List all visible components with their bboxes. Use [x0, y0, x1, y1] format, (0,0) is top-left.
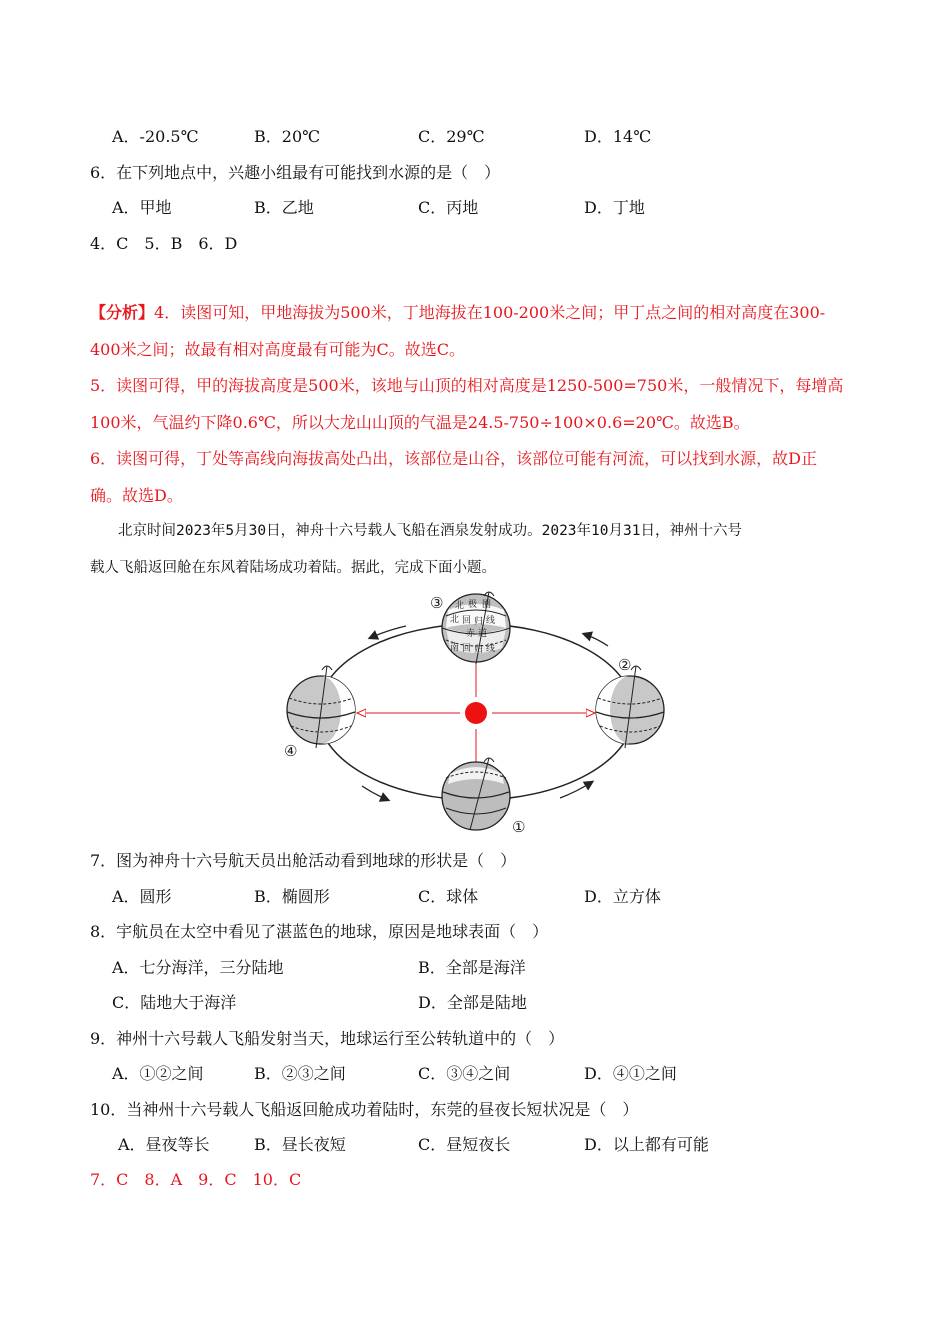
q9-stem: 9．神州十六号载人飞船发射当天，地球运行至公转轨道中的（ ）: [90, 1029, 565, 1048]
q7-option-b: B．椭圆形: [254, 887, 330, 906]
q7-option-d: D．立方体: [584, 887, 661, 906]
q8-stem: 8．宇航员在太空中看见了湛蓝色的地球，原因是地球表面（ ）: [90, 922, 549, 941]
analysis-5-line2: 100米，气温约下降0.6℃，所以大龙山山顶的气温是24.5-750÷100×0.6=20℃。故选B。: [90, 413, 750, 432]
globe3-label-4: 北: [450, 615, 460, 625]
label-4: ④: [284, 742, 298, 760]
globe3-label-7: 线: [486, 616, 496, 626]
q6-option-d: D．丁地: [584, 198, 645, 217]
q6-option-b: B．乙地: [254, 198, 314, 217]
analysis-4-text: 4．读图可知，甲地海拔为500米，丁地海拔在100-200米之间；甲丁点之间的相对高度在300-: [154, 303, 826, 322]
label-2: ②: [618, 656, 632, 674]
globe3-label-6: 归: [474, 617, 484, 627]
label-3: ③: [430, 594, 444, 612]
q6-option-a: A．甲地: [112, 198, 172, 217]
q5-option-a: A．-20.5℃: [112, 127, 199, 146]
q8-option-d: D．全部是陆地: [418, 993, 527, 1012]
q10-option-b: B．昼长夜短: [254, 1135, 346, 1154]
q9-option-b: B．②③之间: [254, 1064, 346, 1083]
globe-3: [442, 592, 510, 664]
q9-option-a: A．①②之间: [112, 1064, 204, 1083]
q10-option-c: C．昼短夜长: [418, 1135, 511, 1154]
globe3-label-5: 回: [462, 616, 472, 626]
q7-option-a: A．圆形: [112, 887, 172, 906]
globe3-label-13: 线: [486, 644, 496, 654]
q8-option-b: B．全部是海洋: [418, 958, 526, 977]
analysis-6-line1: 6．读图可得，丁处等高线向海拔高处凸出，该部位是山谷，该部位可能有河流，可以找到水源，故D正: [90, 449, 818, 468]
earth-orbit-diagram: [270, 588, 680, 838]
globe-1: [442, 758, 510, 830]
orbit-arrow-top-left: [370, 626, 406, 638]
q5-option-b: B．20℃: [254, 127, 321, 146]
q10-option-a: A．昼夜等长: [118, 1135, 210, 1154]
q6-stem: 6．在下列地点中，兴趣小组最有可能找到水源的是（ ）: [90, 163, 501, 182]
q9-option-c: C．③④之间: [418, 1064, 511, 1083]
q9-option-d: D．④①之间: [584, 1064, 677, 1083]
globe3-label-9: 道: [478, 629, 488, 639]
globe3-label-10: 南: [450, 643, 460, 653]
globe3-label-12: 归: [474, 645, 484, 655]
q10-stem: 10．当神州十六号载人飞船返回舱成功着陆时，东莞的昼夜长短状况是（ ）: [90, 1100, 639, 1119]
answers-4-6: 4．C 5．B 6．D: [90, 234, 238, 253]
q5-option-d: D．14℃: [584, 127, 652, 146]
globe3-label-2: 极: [468, 600, 478, 610]
globe3-label-11: 回: [462, 644, 472, 654]
q10-option-d: D．以上都有可能: [584, 1135, 709, 1154]
q7-stem: 7．图为神舟十六号航天员出舱活动看到地球的形状是（ ）: [90, 851, 517, 870]
analysis-5-line1: 5．读图可得，甲的海拔高度是500米，该地与山顶的相对高度是1250-500=750米，一般情况下，每增高: [90, 376, 844, 395]
analysis-4-line1: [90, 303, 825, 323]
q8-option-a: A．七分海洋，三分陆地: [112, 958, 284, 977]
passage-line1: 北京时间2023年5月30日，神舟十六号载人飞船在酒泉发射成功。2023年10月31日，神州十六号: [118, 523, 742, 539]
globe3-label-3: 圈: [482, 600, 492, 610]
label-1: ①: [512, 818, 526, 836]
sun: [465, 702, 487, 724]
passage-line2: 载人飞船返回舱在东风着陆场成功着陆。据此，完成下面小题。: [90, 560, 496, 576]
q7-option-c: C．球体: [418, 887, 479, 906]
globe3-label-8: 赤: [466, 629, 476, 639]
globe-2: [596, 666, 664, 748]
globe-4: [287, 666, 355, 748]
q5-option-c: C．29℃: [418, 127, 485, 146]
answers-7-10: 7．C 8．A 9．C 10．C: [90, 1170, 302, 1189]
q8-option-c: C．陆地大于海洋: [112, 993, 237, 1012]
orbit-arrow-top-right: [584, 634, 608, 646]
analysis-tag: 【分析】: [90, 303, 155, 322]
analysis-6-line2: 确。故选D。: [90, 486, 183, 505]
analysis-4-line2: 400米之间；故最有相对高度最有可能为C。故选C。: [90, 340, 466, 359]
q6-option-c: C．丙地: [418, 198, 479, 217]
globe3-label-1: 北: [455, 601, 465, 611]
orbit-arrow-bottom-left: [362, 786, 388, 800]
